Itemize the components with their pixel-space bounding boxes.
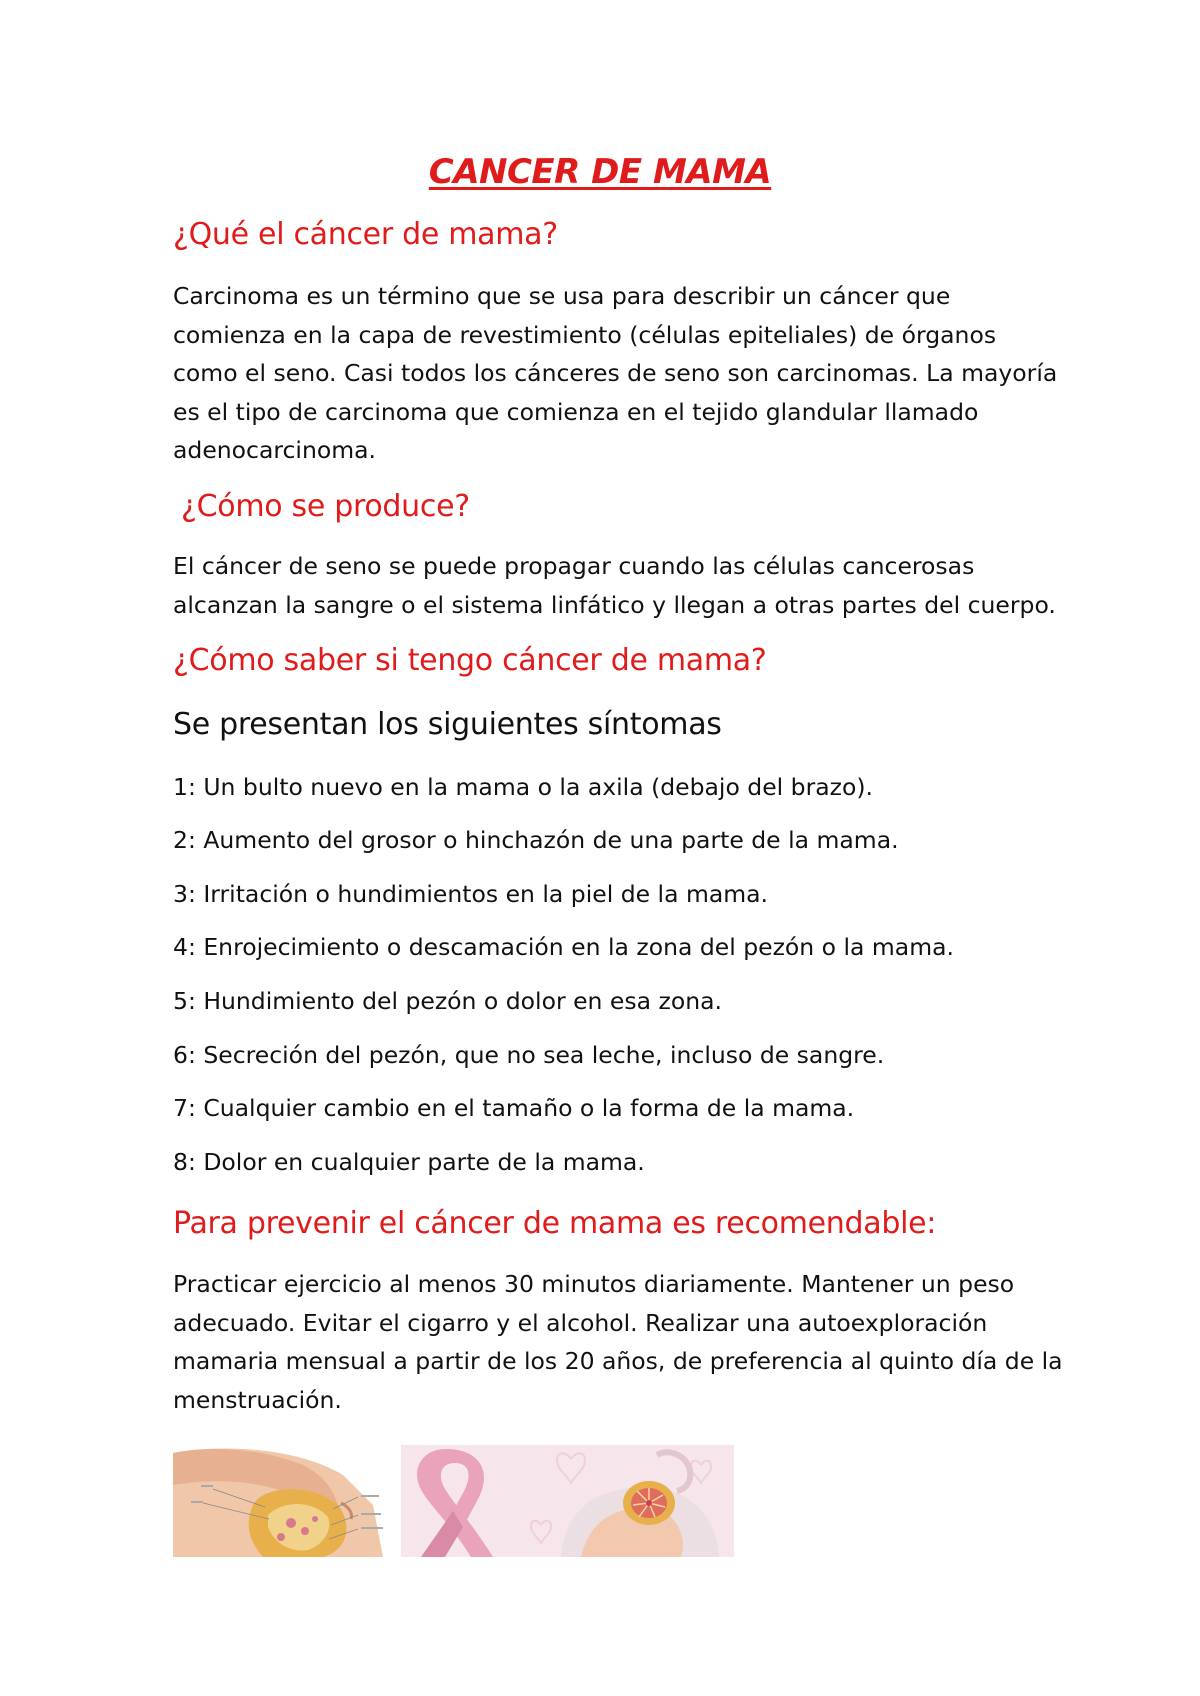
pink-ribbon-illustration <box>401 1445 734 1557</box>
symptom-item: 7: Cualquier cambio en el tamaño o la forma de la mama. <box>173 1094 855 1122</box>
symptom-item: 3: Irritación o hundimientos en la piel de la mama. <box>173 880 768 908</box>
paragraph-line: como el seno. Casi todos los cánceres de seno son carcinomas. La mayoría <box>173 359 1058 387</box>
pink-ribbon-image <box>401 1445 734 1557</box>
paragraph-spread <box>173 547 1056 624</box>
heading-symptoms: Se presentan los siguientes síntomas <box>173 707 722 742</box>
paragraph-line: menstruación. <box>173 1385 342 1414</box>
paragraph-prevention <box>173 1265 1063 1419</box>
paragraph-line: adenocarcinoma. <box>173 436 376 464</box>
paragraph-line: Practicar ejercicio al menos 30 minutos diariamente. Mantener un peso <box>173 1270 1015 1298</box>
paragraph-line: mamaria mensual a partir de los 20 años, de preferencia al quinto día de la <box>173 1347 1063 1375</box>
symptom-item: 6: Secreción del pezón, que no sea leche, incluso de sangre. <box>173 1041 885 1069</box>
paragraph-line: adecuado. Evitar el cigarro y el alcohol. Realizar una autoexploración <box>173 1308 988 1337</box>
breast-anatomy-image <box>173 1445 395 1557</box>
symptom-item: 8: Dolor en cualquier parte de la mama. <box>173 1148 645 1176</box>
paragraph-line: El cáncer de seno se puede propagar cuando las células cancerosas <box>173 552 975 580</box>
heading-how-to-know: ¿Cómo saber si tengo cáncer de mama? <box>173 643 767 678</box>
paragraph-line: alcanzan la sangre o el sistema linfático y llegan a otras partes del cuerpo. <box>173 590 1056 619</box>
symptom-item: 2: Aumento del grosor o hinchazón de una parte de la mama. <box>173 826 899 854</box>
breast-anatomy-illustration <box>173 1445 395 1557</box>
heading-how-produced: ¿Cómo se produce? <box>181 489 470 524</box>
symptom-item: 5: Hundimiento del pezón o dolor en esa zona. <box>173 987 722 1015</box>
heading-prevention: Para prevenir el cáncer de mama es recomendable: <box>173 1206 937 1241</box>
heading-what-is: ¿Qué el cáncer de mama? <box>173 217 558 252</box>
paragraph-line: es el tipo de carcinoma que comienza en el tejido glandular llamado <box>173 397 979 426</box>
symptom-item: 1: Un bulto nuevo en la mama o la axila (debajo del brazo). <box>173 773 874 801</box>
paragraph-line: comienza en la capa de revestimiento (células epiteliales) de órganos <box>173 320 997 349</box>
paragraph-line: Carcinoma es un término que se usa para describir un cáncer que <box>173 282 951 310</box>
symptom-item: 4: Enrojecimiento o descamación en la zona del pezón o la mama. <box>173 933 954 961</box>
paragraph-definition <box>173 277 1058 470</box>
document-title: CANCER DE MAMA <box>428 152 772 192</box>
